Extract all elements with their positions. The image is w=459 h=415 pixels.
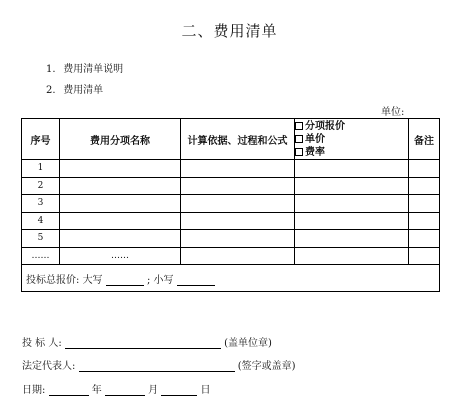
bidder-field[interactable]	[65, 338, 221, 349]
table-row	[22, 230, 440, 248]
header-item-name: 费用分项名称	[60, 119, 181, 160]
month-label: 月	[148, 385, 159, 396]
checkbox-icon[interactable]	[295, 135, 303, 143]
day-label: 日	[200, 385, 211, 396]
bidder-signature-line	[22, 334, 272, 349]
cell-remark[interactable]	[409, 230, 440, 248]
lower-amount-field[interactable]	[177, 276, 215, 286]
table-row	[22, 212, 440, 230]
cell-seq: 5	[22, 230, 60, 248]
representative-signature-line	[22, 357, 296, 372]
cell-seq: ……	[22, 247, 60, 265]
list-item-number: 2.	[46, 85, 56, 96]
cell-name[interactable]	[60, 230, 181, 248]
total-row	[22, 265, 440, 292]
table-row	[22, 177, 440, 195]
option-label: 分项报价	[305, 120, 345, 132]
table-header-row	[22, 119, 440, 160]
cell-price[interactable]	[295, 195, 409, 213]
month-field[interactable]	[105, 385, 145, 396]
option-rate[interactable]	[295, 146, 408, 159]
header-seq: 序号	[22, 119, 60, 160]
list-item-text: 费用清单	[63, 85, 104, 96]
cell-basis[interactable]	[181, 177, 295, 195]
checkbox-icon[interactable]	[295, 122, 303, 130]
cell-basis[interactable]	[181, 212, 295, 230]
section-title: 二、费用清单	[181, 22, 278, 40]
bidder-note: (盖单位章)	[224, 338, 272, 349]
total-separator: ;	[146, 274, 151, 286]
cell-name[interactable]: ……	[60, 247, 181, 265]
day-field[interactable]	[161, 385, 197, 396]
cell-remark[interactable]	[409, 247, 440, 265]
option-unit-price[interactable]	[295, 133, 408, 146]
lower-label: 小写	[153, 274, 174, 286]
cell-price[interactable]	[295, 247, 409, 265]
representative-label: 法定代表人:	[22, 361, 76, 372]
representative-note: (签字或盖章)	[237, 361, 296, 372]
unit-label: 单位:	[381, 107, 405, 118]
list-item-number: 1.	[46, 64, 56, 75]
upper-amount-field[interactable]	[106, 276, 144, 286]
bidder-label: 投 标 人:	[22, 338, 62, 349]
option-label: 费率	[305, 146, 325, 158]
cell-remark[interactable]	[409, 177, 440, 195]
cell-name[interactable]	[60, 177, 181, 195]
year-field[interactable]	[49, 385, 89, 396]
list-item	[46, 60, 123, 75]
option-item-quote[interactable]	[295, 120, 408, 133]
table-row	[22, 195, 440, 213]
cell-seq: 2	[22, 177, 60, 195]
header-remark: 备注	[409, 119, 440, 160]
fee-table	[21, 118, 440, 292]
cell-name[interactable]	[60, 160, 181, 178]
cell-basis[interactable]	[181, 195, 295, 213]
cell-basis[interactable]	[181, 230, 295, 248]
cell-name[interactable]	[60, 212, 181, 230]
cell-price[interactable]	[295, 177, 409, 195]
cell-basis[interactable]	[181, 247, 295, 265]
total-label: 投标总报价:	[26, 274, 80, 286]
year-label: 年	[91, 385, 102, 396]
cell-seq: 1	[22, 160, 60, 178]
cell-remark[interactable]	[409, 212, 440, 230]
date-label: 日期:	[22, 385, 46, 396]
list-item-text: 费用清单说明	[63, 64, 124, 75]
date-line	[22, 381, 211, 396]
table-row	[22, 160, 440, 178]
cell-price[interactable]	[295, 230, 409, 248]
checkbox-icon[interactable]	[295, 148, 303, 156]
cell-basis[interactable]	[181, 160, 295, 178]
option-label: 单价	[305, 133, 325, 145]
cell-remark[interactable]	[409, 160, 440, 178]
cell-remark[interactable]	[409, 195, 440, 213]
cell-name[interactable]	[60, 195, 181, 213]
cell-price[interactable]	[295, 212, 409, 230]
representative-field[interactable]	[79, 361, 235, 372]
cell-seq: 4	[22, 212, 60, 230]
table-row	[22, 247, 440, 265]
header-price-type-options	[295, 119, 409, 160]
header-calc-basis: 计算依据、过程和公式	[181, 119, 295, 160]
cell-seq: 3	[22, 195, 60, 213]
list-item	[46, 81, 103, 96]
cell-price[interactable]	[295, 160, 409, 178]
upper-label: 大写	[82, 274, 103, 286]
total-price-cell	[22, 265, 440, 292]
